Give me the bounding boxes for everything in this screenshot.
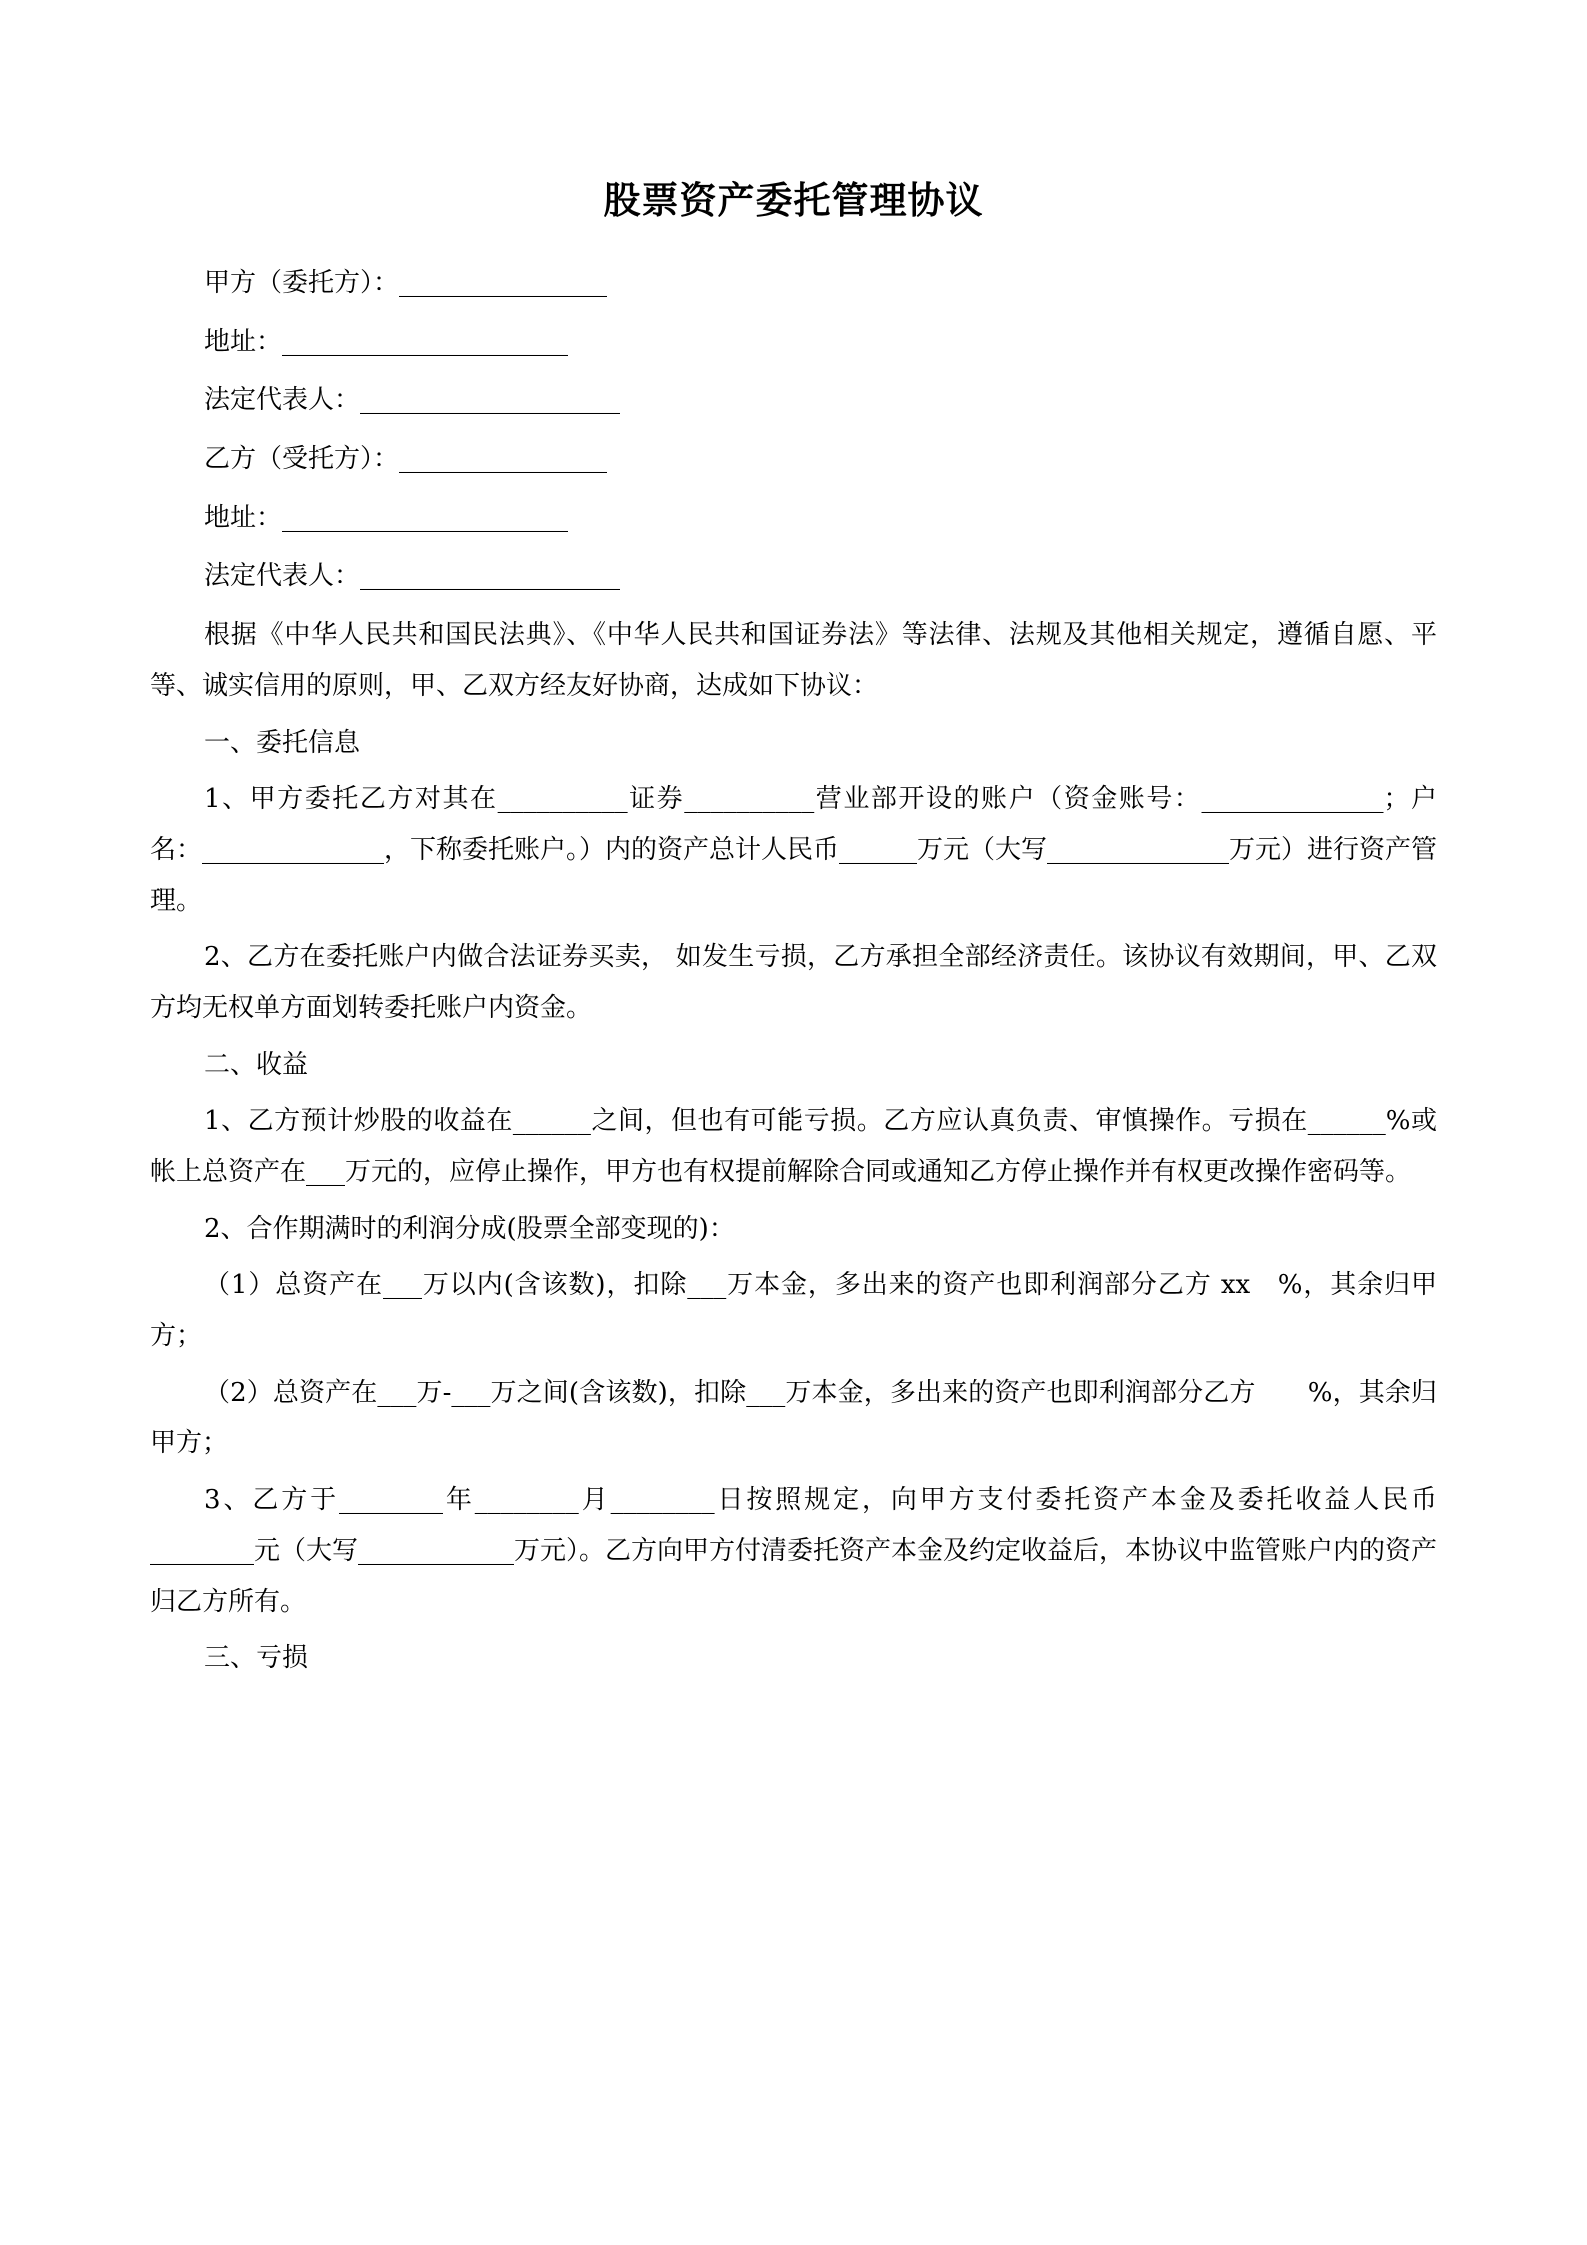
- section-paragraph: 3、乙方于________年________月________日按照规定，向甲方支付委托资产本金及委托收益人民币________元（大写____________万元）。乙方向甲方付清委托资产本金及约定收益后，本协议中监管账户内的资产归乙方所有。: [150, 1485, 1438, 1617]
- party-line-jiafang: 甲方（委托方）：________________: [204, 268, 608, 298]
- section-paragraph: 2、合作期满时的利润分成(股票全部变现的)：: [204, 1213, 735, 1244]
- section-heading: 二、收益: [204, 1049, 309, 1080]
- party-line-jiafang-address: 地址：______________________: [204, 326, 569, 357]
- section-paragraph: 1、乙方预计炒股的收益在______之间，但也有可能亏损。乙方应认真负责、审慎操作。亏损在______%或帐上总资产在___万元的，应停止操作，甲方也有权提前解除合同或通知乙方停止操作并有权更改操作密码等。: [150, 1106, 1437, 1187]
- party-line-jiafang-representative: 法定代表人：____________________: [204, 385, 621, 416]
- party-info-block: [150, 258, 1437, 602]
- page-title: 股票资产委托管理协议: [603, 179, 984, 222]
- section-earnings: [150, 1040, 1437, 1628]
- section-paragraph: 1、甲方委托乙方对其在__________证券__________营业部开设的账户（资金账号：______________；户名：______________，下称委托账户。）内的资产总计人民币______万元（大写______________万元）进行资产管理。: [150, 784, 1438, 916]
- section-paragraph: （2）总资产在___万-___万之间(含该数)，扣除___万本金，多出来的资产也即利润部分乙方 %，其余归甲方；: [150, 1377, 1437, 1459]
- section-loss: [150, 1633, 1437, 1684]
- party-line-yifang-representative: 法定代表人：____________________: [204, 561, 621, 592]
- party-line-yifang-address: 地址：______________________: [204, 502, 569, 533]
- party-line-yifang: 乙方（受托方）：________________: [204, 444, 608, 475]
- section-heading: 三、亏损: [204, 1643, 309, 1674]
- preamble-paragraph: 根据《中华人民共和国民法典》、《中华人民共和国证券法》等法律、法规及其他相关规定，遵循自愿、平等、诚实信用的原则，甲、乙双方经友好协商，达成如下协议：: [150, 620, 1437, 701]
- section-heading: 一、委托信息: [204, 727, 361, 758]
- section-entrust-info: [150, 718, 1437, 1034]
- section-paragraph: 2、乙方在委托账户内做合法证券买卖， 如发生亏损，乙方承担全部经济责任。该协议有效期间，甲、乙双方均无权单方面划转委托账户内资金。: [150, 942, 1437, 1023]
- section-paragraph: （1）总资产在___万以内(含该数)，扣除___万本金，多出来的资产也即利润部分乙方 xx %，其余归甲方；: [150, 1270, 1437, 1352]
